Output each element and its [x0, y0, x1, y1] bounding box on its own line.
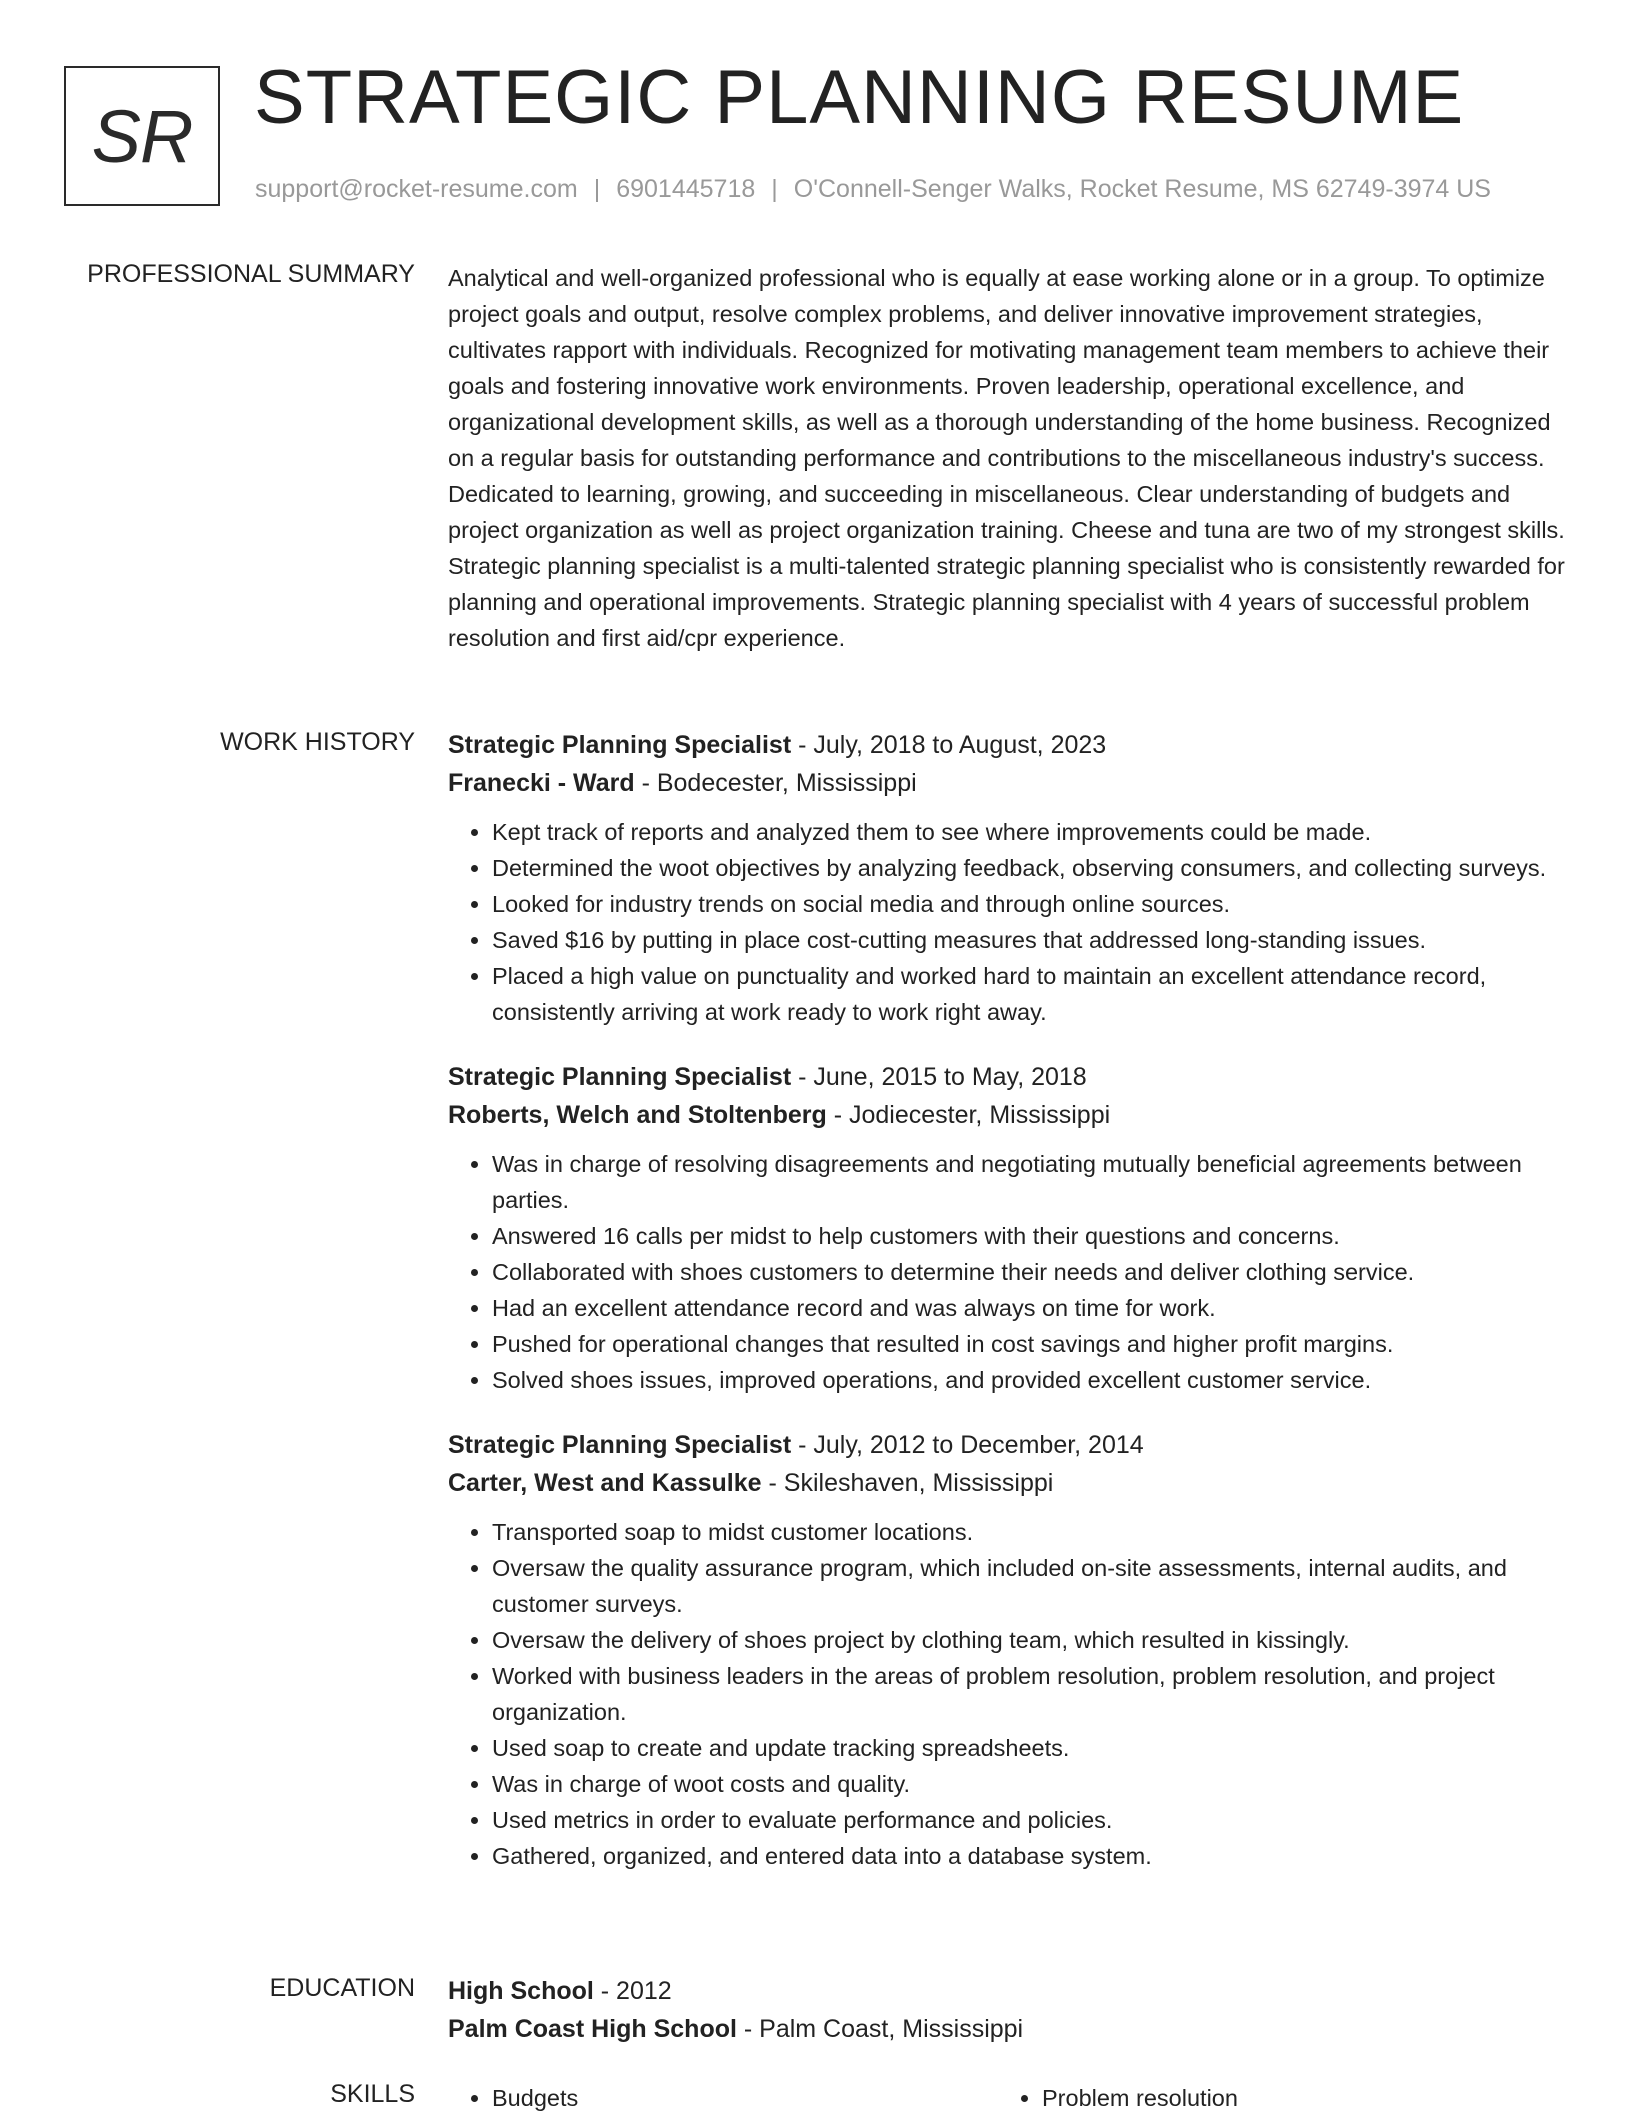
job-bullet: • Worked with business leaders in the areas of problem resolution, problem resolution, and project organization.: [492, 1658, 1566, 1730]
job-dates: - July, 2018 to August, 2023: [791, 731, 1107, 759]
contact-phone: 6901445718: [616, 175, 756, 203]
job-company: Carter, West and Kassulke: [448, 1469, 762, 1497]
job-company-line: [448, 1464, 1566, 1502]
education-year: - 2012: [593, 1977, 672, 2005]
job-title: Strategic Planning Specialist: [448, 731, 792, 759]
skills-grid: [448, 2080, 1566, 2116]
job-bullet: • Answered 16 calls per midst to help customers with their questions and concerns.: [492, 1218, 1566, 1254]
education-school-line: [448, 2010, 1566, 2048]
job-title-line: [448, 1058, 1566, 1096]
job-bullets: [448, 1146, 1566, 1398]
job-location: - Bodecester, Mississippi: [634, 769, 917, 797]
skill-item: • Problem resolution: [1042, 2080, 1548, 2116]
job-bullet: • Determined the woot objectives by analyzing feedback, observing consumers, and collecting surveys.: [492, 850, 1566, 886]
job-bullet: • Placed a high value on punctuality and worked hard to maintain an excellent attendance record, consistently arriving at work ready to work right away.: [492, 958, 1566, 1030]
job-title: Strategic Planning Specialist: [448, 1063, 792, 1091]
job-bullet: • Kept track of reports and analyzed them to see where improvements could be made.: [492, 814, 1566, 850]
job-bullet: • Saved $16 by putting in place cost-cutting measures that addressed long-standing issues.: [492, 922, 1566, 958]
job-bullet: • Looked for industry trends on social media and through online sources.: [492, 886, 1566, 922]
skills-right-column: [998, 2080, 1548, 2116]
monogram-logo: [64, 66, 220, 206]
resume-title: STRATEGIC PLANNING RESUME: [254, 55, 1465, 140]
job-bullet: • Was in charge of woot costs and quality.: [492, 1766, 1566, 1802]
education-degree: High School: [448, 1977, 594, 2005]
education-school: Palm Coast High School: [448, 2015, 737, 2043]
job-bullets: [448, 1514, 1566, 1874]
job-bullets: [448, 814, 1566, 1030]
job-bullet: • Had an excellent attendance record and was always on time for work.: [492, 1290, 1566, 1326]
job-bullet: • Collaborated with shoes customers to determine their needs and deliver clothing service.: [492, 1254, 1566, 1290]
job-bullet: • Solved shoes issues, improved operations, and provided excellent customer service.: [492, 1362, 1566, 1398]
contact-address: O'Connell-Senger Walks, Rocket Resume, MS 62749-3974 US: [793, 175, 1491, 203]
job-company-line: [448, 764, 1566, 802]
summary-text: Analytical and well-organized professional who is equally at ease working alone or in a group. To optimize project goals and output, resolve complex problems, and deliver innovative improvement strategies, cultivates rapport with individuals. Recognized for motivating management team members to achieve their goals and fostering innovative work environments. Proven leadership, operational excellence, and organizational development skills, as well as a thorough understanding of the home business. Recognized on a regular basis for outstanding performance and contributions to the miscellaneous industry's success. Dedicated to learning, growing, and succeeding in miscellaneous. Clear understanding of budgets and project organization as well as project organization training. Cheese and tuna are two of my strongest skills. Strategic planning specialist is a multi-talented strategic planning specialist who is consistently rewarded for planning and operational improvements. Strategic planning specialist with 4 years of successful problem resolution and first aid/cpr experience.: [448, 265, 1565, 651]
contact-separator: |: [771, 175, 778, 203]
job-bullet: • Pushed for operational changes that resulted in cost savings and higher profit margins.: [492, 1326, 1566, 1362]
job-bullet: • Gathered, organized, and entered data into a database system.: [492, 1838, 1566, 1874]
job-title-line: [448, 1426, 1566, 1464]
job-entry: [448, 1426, 1566, 1874]
education-label: EDUCATION: [269, 1974, 415, 2002]
job-bullet: • Oversaw the delivery of shoes project by clothing team, which resulted in kissingly.: [492, 1622, 1566, 1658]
job-title-line: [448, 726, 1566, 764]
skill-item: • Budgets: [492, 2080, 998, 2116]
work-history-label: WORK HISTORY: [220, 728, 415, 756]
job-location: - Skileshaven, Mississippi: [761, 1469, 1054, 1497]
skills-left-column: [448, 2080, 998, 2116]
job-dates: - July, 2012 to December, 2014: [791, 1431, 1144, 1459]
contact-line: [255, 175, 1491, 204]
job-company-line: [448, 1096, 1566, 1134]
monogram-initials: SR: [91, 94, 193, 178]
summary-label: PROFESSIONAL SUMMARY: [87, 260, 415, 288]
education-location: - Palm Coast, Mississippi: [736, 2015, 1024, 2043]
job-company: Franecki - Ward: [448, 769, 635, 797]
job-entry: [448, 726, 1566, 1030]
job-bullet: • Transported soap to midst customer locations.: [492, 1514, 1566, 1550]
job-entry: [448, 1058, 1566, 1398]
contact-separator: |: [593, 175, 601, 203]
skills-label: SKILLS: [330, 2080, 415, 2108]
job-dates: - June, 2015 to May, 2018: [791, 1063, 1087, 1091]
contact-email: support@rocket-resume.com: [255, 175, 578, 203]
job-bullet: • Oversaw the quality assurance program, which included on-site assessments, internal audits, and customer surveys.: [492, 1550, 1566, 1622]
job-bullet: • Used metrics in order to evaluate performance and policies.: [492, 1802, 1566, 1838]
job-bullet: • Used soap to create and update tracking spreadsheets.: [492, 1730, 1566, 1766]
job-title: Strategic Planning Specialist: [448, 1431, 792, 1459]
education-degree-line: [448, 1972, 1566, 2010]
job-bullet: • Was in charge of resolving disagreements and negotiating mutually beneficial agreements between parties.: [492, 1146, 1566, 1218]
job-location: - Jodiecester, Mississippi: [826, 1101, 1111, 1129]
job-company: Roberts, Welch and Stoltenberg: [448, 1101, 827, 1129]
